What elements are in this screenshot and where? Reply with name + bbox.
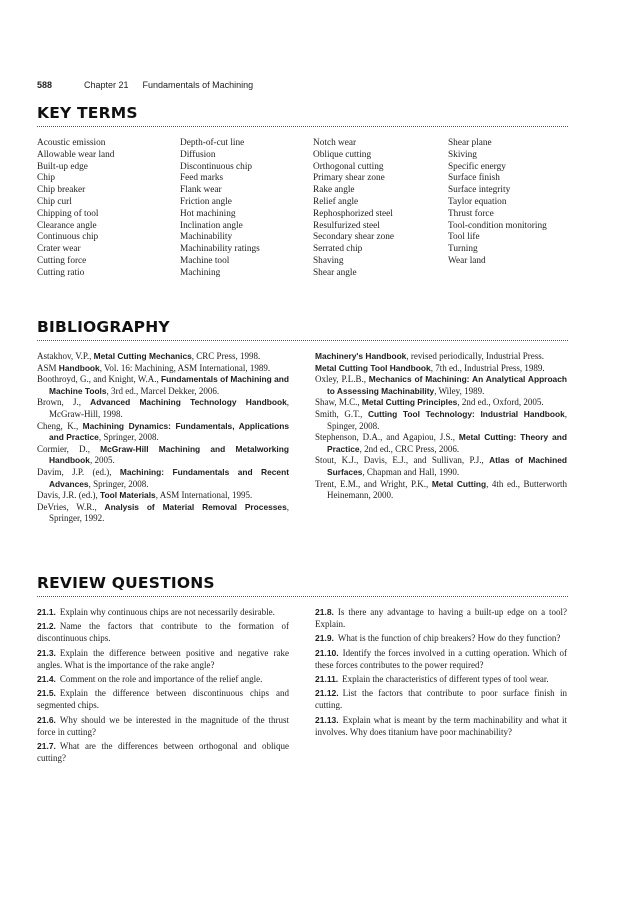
reference-title: Machining: Fundamentals and Recent Advances xyxy=(49,466,289,489)
bibliography-entry xyxy=(37,351,289,363)
bibliography-entry xyxy=(37,363,289,375)
reference-title: Tool Materials xyxy=(100,490,156,501)
key-terms-column-1 xyxy=(37,138,114,280)
key-term: Surface finish xyxy=(448,173,500,184)
reference-publisher: , Vol. 16: Machining, ASM International, 1989. xyxy=(99,362,271,373)
question-text: Explain the difference between positive and negative rake angles. What is the importance of the rake angle? xyxy=(37,647,289,670)
key-term: Oblique cutting xyxy=(313,149,372,160)
reference-author: Shaw, M.C., xyxy=(315,397,362,408)
reference-publisher: , revised periodically, Industrial Press. xyxy=(406,351,544,361)
question-text: Identify the forces involved in a cutting operation. Which of these forces contributes to the power required? xyxy=(315,647,567,670)
review-question xyxy=(37,621,289,645)
question-number: 21.10. xyxy=(315,647,339,658)
reference-author: Cormier, D., xyxy=(37,443,101,454)
bibliography-entry xyxy=(315,455,567,478)
key-term: Chip xyxy=(37,173,56,184)
reference-title: Advanced Machining Technology Handbook xyxy=(90,397,287,408)
reference-publisher: , Chapman and Hall, 1990. xyxy=(362,466,460,477)
key-term: Cutting force xyxy=(37,255,87,266)
key-term: Thrust force xyxy=(448,208,494,219)
key-term: Serrated chip xyxy=(313,244,363,255)
bibliography-divider xyxy=(37,340,568,341)
reference-title: Machining Dynamics: Fundamentals, Applications and Practice xyxy=(49,420,290,443)
key-term: Acoustic emission xyxy=(37,138,106,148)
question-text: Comment on the role and importance of the relief angle. xyxy=(59,674,263,685)
question-number: 21.13. xyxy=(315,714,339,725)
bibliography-entry xyxy=(37,421,289,444)
reference-title: Metal Cutting Tool Handbook xyxy=(315,362,431,373)
question-text: List the factors that contribute to poor surface finish in cutting. xyxy=(315,688,567,711)
key-term: Shear plane xyxy=(448,138,492,148)
key-terms-divider xyxy=(37,126,568,127)
reference-author: Astakhov, V.P., xyxy=(37,351,94,361)
reference-publisher: , Springer, 2008. xyxy=(88,478,149,489)
question-text: Why should we be interested in the magnitude of the thrust force in cutting? xyxy=(37,714,289,737)
review-questions-heading: REVIEW QUESTIONS xyxy=(37,574,215,592)
question-text: Explain the difference between discontinuous chips and segmented chips. xyxy=(37,688,289,711)
key-term: Rephosphorized steel xyxy=(313,208,393,219)
question-number: 21.7. xyxy=(37,741,56,752)
key-term: Tool-condition monitoring xyxy=(448,220,547,231)
reference-publisher: , 2005. xyxy=(89,455,115,466)
key-term: Shear angle xyxy=(313,267,357,278)
question-text: Explain the characteristics of different types of tool wear. xyxy=(342,674,549,685)
review-questions-left-column xyxy=(37,607,289,767)
reference-author: Davim, J.P. (ed.), xyxy=(37,466,120,477)
key-term: Machine tool xyxy=(180,255,230,266)
reference-author: Smith, G.T., xyxy=(315,408,368,419)
key-terms-column-2 xyxy=(180,138,260,280)
review-question xyxy=(37,741,289,765)
key-term: Clearance angle xyxy=(37,220,97,231)
reference-publisher: , CRC Press, 1998. xyxy=(191,351,261,361)
key-term: Machining xyxy=(180,267,221,278)
key-term: Hot machining xyxy=(180,208,236,219)
key-term: Orthogonal cutting xyxy=(313,161,384,172)
bibliography-entry xyxy=(315,479,567,502)
question-number: 21.11. xyxy=(315,674,339,685)
key-term: Skiving xyxy=(448,149,477,160)
reference-title: Mechanics of Machining: An Analytical Approach to Assessing Machinability xyxy=(327,374,567,396)
question-text: Explain why continuous chips are not necessarily desirable. xyxy=(59,607,275,617)
review-question xyxy=(315,688,567,712)
bibliography-right-column xyxy=(315,351,567,502)
question-text: Is there any advantage to having a built-up edge on a tool? Explain. xyxy=(315,607,567,629)
bibliography-entry xyxy=(37,374,289,397)
question-number: 21.12. xyxy=(315,688,339,699)
bibliography-entry xyxy=(315,409,567,432)
reference-author: Cheng, K., xyxy=(37,420,83,431)
reference-author: Stout, K.J., Davis, E.J., and Sullivan, P.J., xyxy=(315,455,490,466)
review-question xyxy=(315,674,567,686)
bibliography-entry xyxy=(37,397,289,420)
key-term: Inclination angle xyxy=(180,220,243,231)
key-term: Taylor equation xyxy=(448,196,507,207)
key-term: Diffusion xyxy=(180,149,216,160)
question-number: 21.1. xyxy=(37,607,56,617)
reference-title: Cutting Tool Technology: Industrial Handbook xyxy=(367,408,565,419)
reference-title: Fundamentals of Machining and Machine Tools xyxy=(49,374,289,396)
chapter-title: Fundamentals of Machining xyxy=(142,80,254,90)
key-terms-heading: KEY TERMS xyxy=(37,104,138,122)
bibliography-left-column xyxy=(37,351,289,525)
review-question xyxy=(315,607,567,631)
reference-title: Metal Cutting xyxy=(431,478,487,489)
key-term: Continuous chip xyxy=(37,232,99,243)
bibliography-heading: BIBLIOGRAPHY xyxy=(37,318,170,336)
review-questions-divider xyxy=(37,596,568,597)
bibliography-entry xyxy=(315,397,567,409)
key-term: Secondary shear zone xyxy=(313,232,395,243)
reference-author: DeVries, W.R., xyxy=(37,501,105,512)
key-term: Primary shear zone xyxy=(313,173,385,184)
reference-title: Handbook xyxy=(58,362,100,373)
question-number: 21.8. xyxy=(315,607,334,617)
reference-author: Boothroyd, G., and Knight, W.A., xyxy=(37,374,162,385)
reference-title: Metal Cutting: Theory and Practice xyxy=(327,432,567,454)
question-text: Explain what is meant by the term machinability and what it involves. Why does titanium have poor machinability? xyxy=(315,714,567,737)
question-number: 21.2. xyxy=(37,621,56,632)
review-question xyxy=(37,648,289,672)
key-term: Relief angle xyxy=(313,196,359,207)
reference-author: Oxley, P.L.B., xyxy=(315,374,369,385)
key-term: Crater wear xyxy=(37,244,81,255)
key-term: Feed marks xyxy=(180,173,224,184)
bibliography-entry xyxy=(37,490,289,502)
question-text: What is the function of chip breakers? How do they function? xyxy=(337,633,561,644)
reference-publisher: , ASM International, 1995. xyxy=(155,490,253,501)
reference-publisher: , Springer, 1992. xyxy=(49,501,289,524)
key-term: Cutting ratio xyxy=(37,267,85,278)
question-number: 21.5. xyxy=(37,688,56,699)
reference-publisher: , Springer, 2008. xyxy=(98,432,159,443)
question-number: 21.4. xyxy=(37,674,56,685)
review-question xyxy=(37,607,289,619)
key-term: Turning xyxy=(448,244,478,255)
key-term: Discontinuous chip xyxy=(180,161,253,172)
bibliography-entry xyxy=(315,351,567,363)
review-question xyxy=(37,674,289,686)
question-number: 21.3. xyxy=(37,647,56,658)
running-head xyxy=(37,80,253,90)
key-term: Shaving xyxy=(313,255,344,266)
reference-author: Davis, J.R. (ed.), xyxy=(37,490,100,501)
question-text: Name the factors that contribute to the formation of discontinuous chips. xyxy=(37,621,289,644)
key-term: Allowable wear land xyxy=(37,149,115,160)
reference-publisher: , 2nd ed., CRC Press, 2006. xyxy=(359,443,460,454)
key-term: Flank wear xyxy=(180,185,222,196)
reference-publisher: , 2nd ed., Oxford, 2005. xyxy=(457,397,544,408)
bibliography-entry xyxy=(37,502,289,525)
reference-publisher: , Spinger, 2008. xyxy=(327,408,567,431)
review-question xyxy=(315,715,567,739)
reference-author: Stephenson, D.A., and Agapiou, J.S., xyxy=(315,432,459,443)
key-term: Tool life xyxy=(448,232,480,243)
key-term: Depth-of-cut line xyxy=(180,138,245,148)
reference-publisher: , 7th ed., Industrial Press, 1989. xyxy=(430,362,545,373)
chapter-label: Chapter 21 xyxy=(84,80,129,90)
key-term: Friction angle xyxy=(180,196,232,207)
key-term: Specific energy xyxy=(448,161,506,172)
key-terms-column-3 xyxy=(313,138,394,280)
reference-publisher: , 3rd ed., Marcel Dekker, 2006. xyxy=(106,385,220,396)
key-term: Rake angle xyxy=(313,185,355,196)
reference-title: Atlas of Machined Surfaces xyxy=(327,455,567,477)
reference-author: Trent, E.M., and Wright, P.K., xyxy=(315,478,432,489)
key-term: Machinability xyxy=(180,232,233,243)
key-terms-column-4 xyxy=(448,138,547,268)
review-question xyxy=(315,648,567,672)
key-term: Chip breaker xyxy=(37,185,86,196)
key-term: Resulfurized steel xyxy=(313,220,380,231)
bibliography-entry xyxy=(315,363,567,375)
question-text: What are the differences between orthogonal and oblique cutting? xyxy=(37,741,289,763)
review-questions-right-column xyxy=(315,607,567,741)
reference-title: Analysis of Material Removal Processes xyxy=(104,501,287,512)
page-number: 588 xyxy=(37,80,53,90)
key-term: Chip curl xyxy=(37,196,72,207)
bibliography-entry xyxy=(37,467,289,490)
reference-author: Brown, J., xyxy=(37,397,91,408)
reference-title: Metal Cutting Principles xyxy=(361,397,458,408)
review-question xyxy=(315,633,567,645)
key-term: Machinability ratings xyxy=(180,244,260,255)
reference-author: ASM xyxy=(37,362,59,373)
key-term: Built-up edge xyxy=(37,161,88,172)
review-question xyxy=(37,715,289,739)
bibliography-entry xyxy=(315,374,567,397)
bibliography-entry xyxy=(37,444,289,467)
key-term: Notch wear xyxy=(313,138,357,148)
bibliography-entry xyxy=(315,432,567,455)
reference-publisher: , McGraw-Hill, 1998. xyxy=(49,397,289,419)
key-term: Surface integrity xyxy=(448,185,511,196)
key-term: Chipping of tool xyxy=(37,208,99,219)
reference-title: Metal Cutting Mechanics xyxy=(93,351,192,361)
question-number: 21.6. xyxy=(37,714,56,725)
question-number: 21.9. xyxy=(315,633,334,644)
reference-title: Machinery's Handbook xyxy=(315,351,407,361)
reference-publisher: , Wiley, 1989. xyxy=(434,385,485,396)
review-question xyxy=(37,688,289,712)
reference-title: McGraw-Hill Machining and Metalworking Handbook xyxy=(49,443,289,466)
reference-publisher: , 4th ed., Butterworth Heinemann, 2000. xyxy=(327,478,567,501)
key-term: Wear land xyxy=(448,255,486,266)
